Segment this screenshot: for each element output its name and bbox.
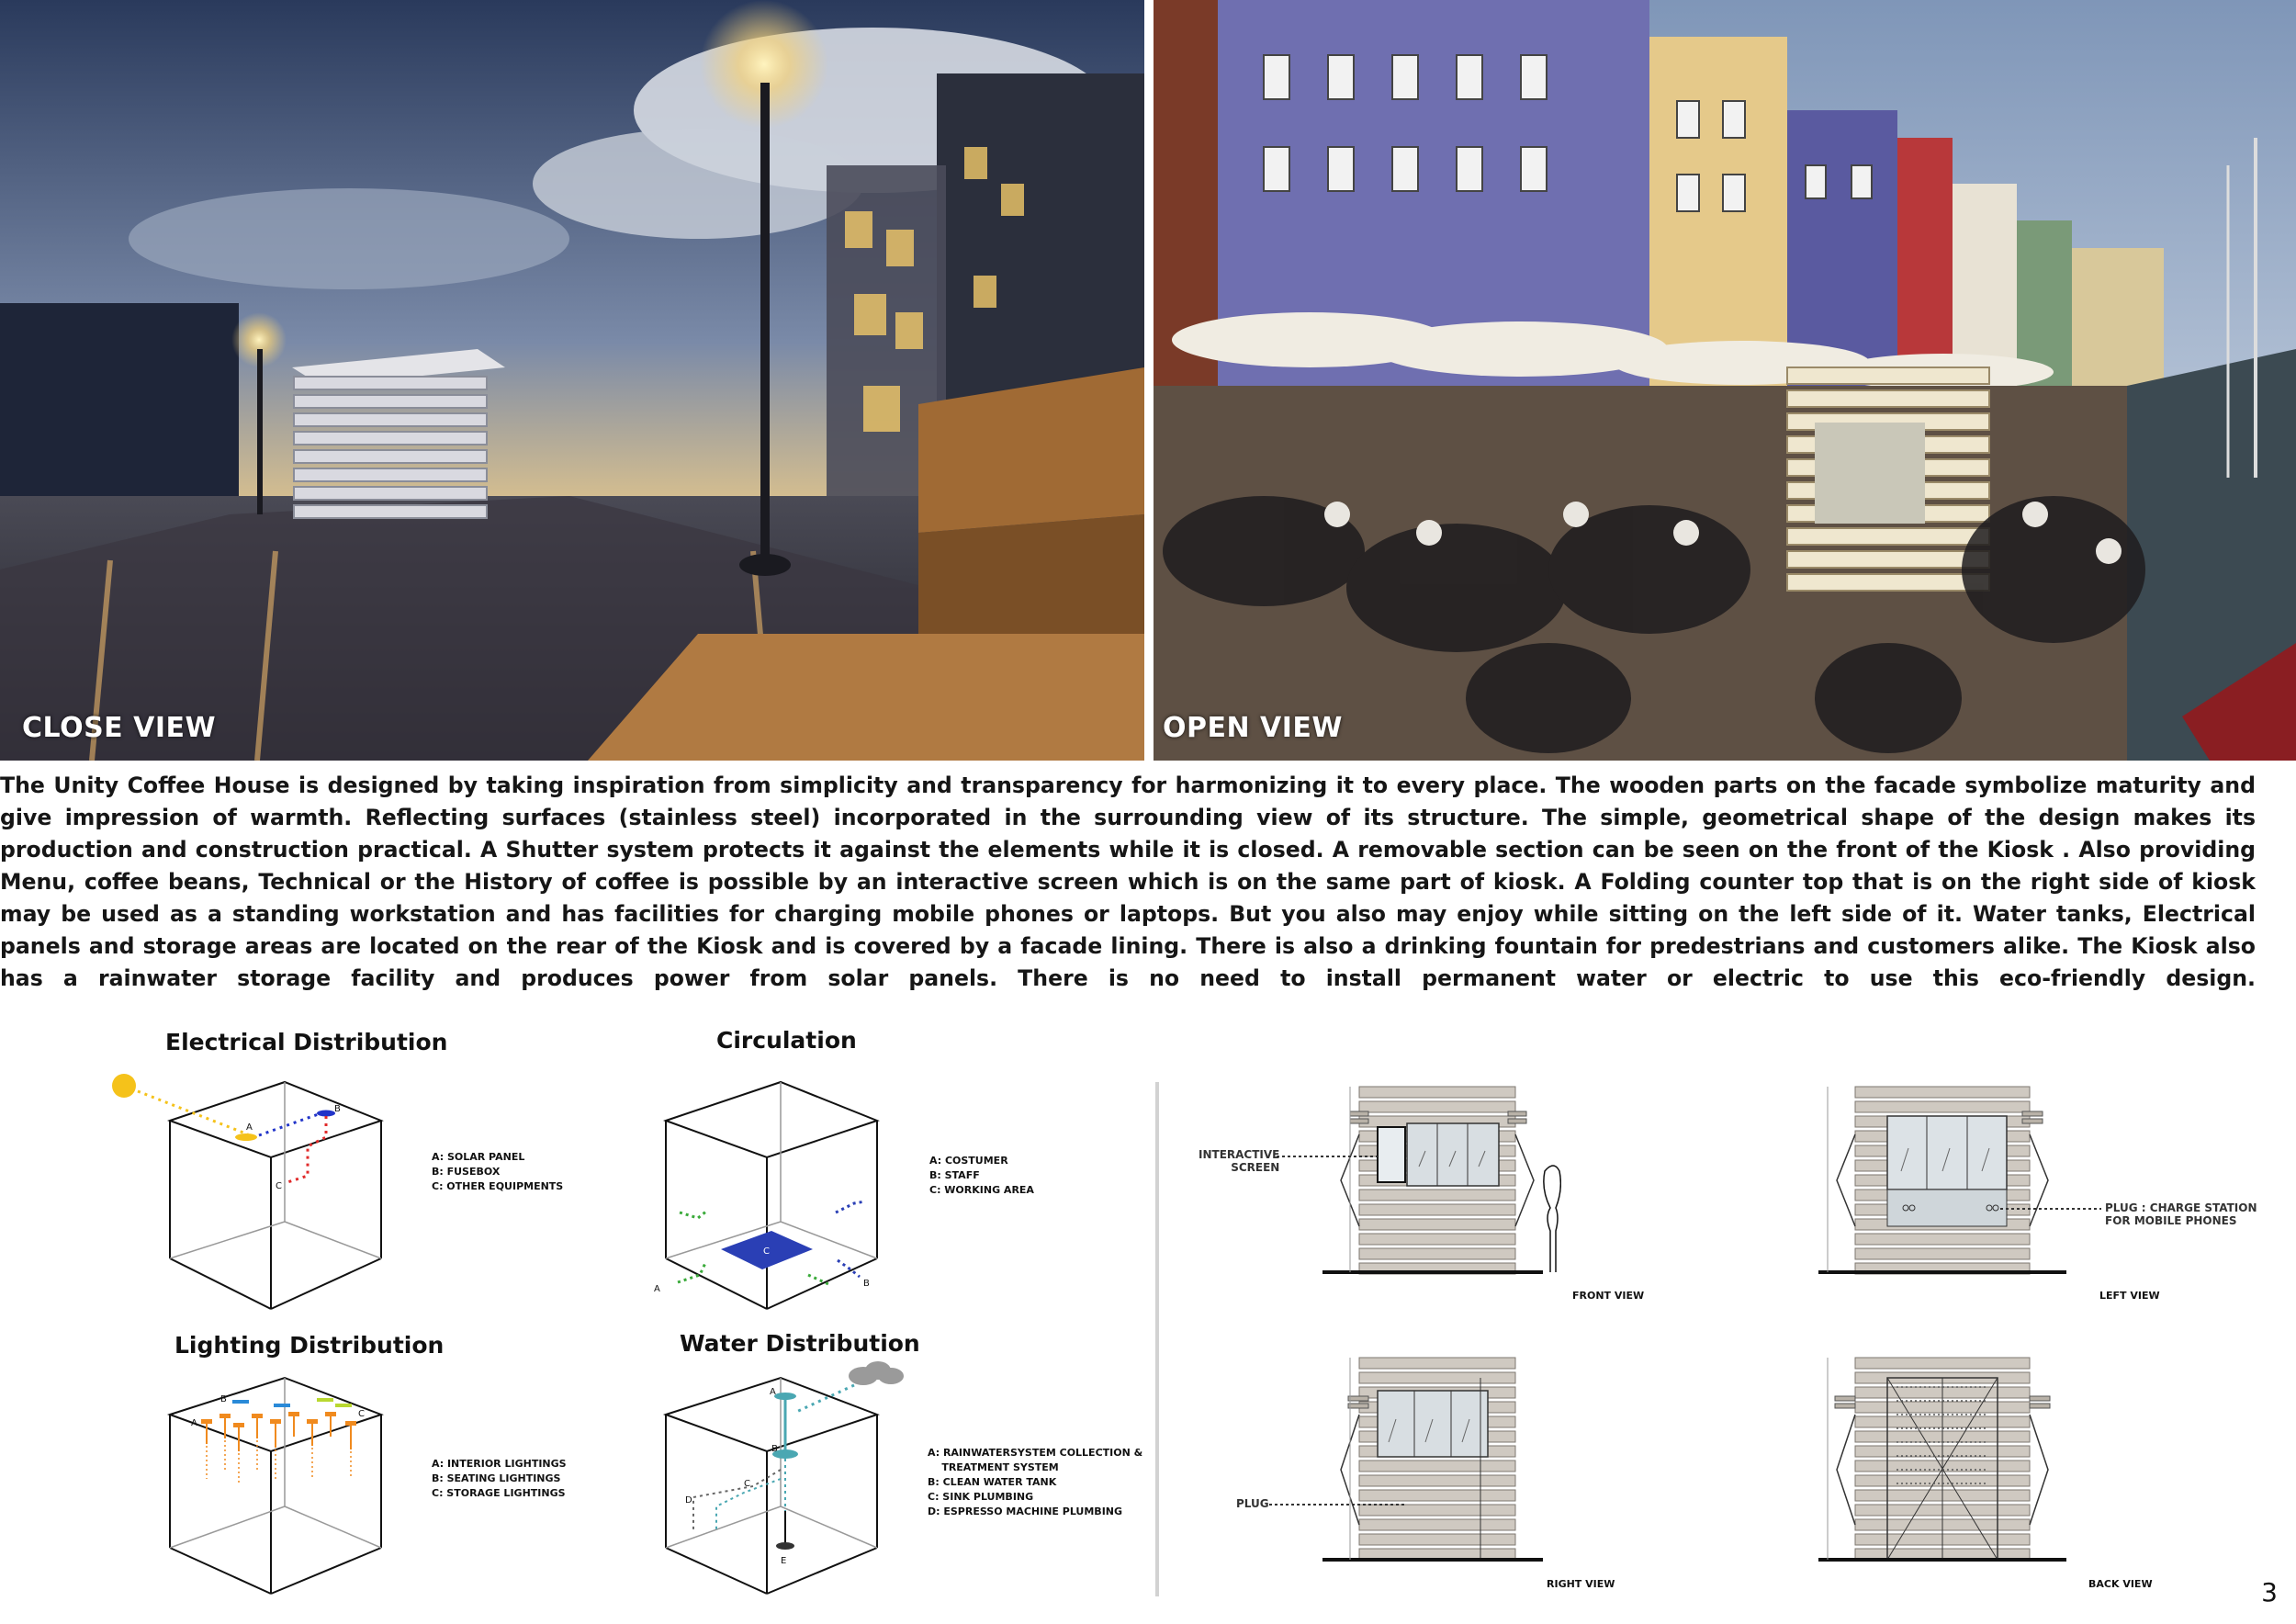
sun-icon <box>112 1074 136 1098</box>
circulation-title: Circulation <box>716 1027 857 1054</box>
close-view-illustration <box>0 0 1144 761</box>
legend-item: A: RAINWATERSYSTEM COLLECTION & <box>928 1447 1143 1459</box>
legend-item: D: ESPRESSO MACHINE PLUMBING <box>928 1506 1123 1517</box>
water-distribution-diagram <box>634 1359 946 1598</box>
electrical-distribution-diagram <box>101 1066 413 1323</box>
lighting-distribution-title: Lighting Distribution <box>174 1332 445 1359</box>
lighting-point-c: C <box>358 1409 365 1419</box>
legend-item: C: OTHER EQUIPMENTS <box>432 1180 564 1192</box>
project-description: The Unity Coffee House is designed by taking inspiration from simplicity and transparency for harmonizing it to every place. The wooden parts on the facade symbolize maturity and give impression of warmth. Reflecting surfaces (stainless steel) incorporated in the surrounding view of its structure. The simple, geometrical shape of the design makes its production and construction practical. A Shutter system protects it against the elements while it is closed. A removable section can be seen on the front of the Kiosk . Also providing Menu, coffee beans, Technical or the History of coffee is possible by an interactive screen which is on the same part of kiosk. A Folding counter top that is on the right side of kiosk may be used as a standing workstation and has facilities for charging mobile phones or laptops. But you also may enjoy while sitting on the left side of it. Water tanks, Electrical panels and storage areas are located on the rear of the Kiosk and is covered by a facade lining. There is also a drinking fountain for predestrians and customers alike. The Kiosk also has a rainwater storage facility and produces power from solar panels. There is no need to install permanent water or electric to use this eco-friendly design. <box>0 773 2256 991</box>
lighting-point-b: B <box>220 1394 227 1404</box>
legend-item: B: CLEAN WATER TANK <box>928 1476 1057 1488</box>
circulation-point-a: A <box>654 1284 660 1294</box>
legend-item: A: INTERIOR LIGHTINGS <box>432 1458 567 1470</box>
water-point-b: B <box>771 1444 778 1454</box>
legend-item: B: SEATING LIGHTINGS <box>432 1472 561 1484</box>
interactive-screen-panel <box>1378 1127 1405 1182</box>
back-view-elevation <box>1809 1350 2112 1580</box>
plug-callout: PLUG <box>1236 1497 1269 1510</box>
legend-item: A: SOLAR PANEL <box>432 1151 525 1163</box>
lighting-distribution-diagram <box>138 1369 450 1598</box>
right-view-elevation <box>1267 1350 1561 1580</box>
legend-item: TREATMENT SYSTEM <box>928 1461 1059 1473</box>
water-point-e: E <box>781 1556 787 1566</box>
electrical-point-a: A <box>246 1122 253 1133</box>
right-view-caption: RIGHT VIEW <box>1547 1578 1615 1590</box>
plug-charge-callout: PLUG : CHARGE STATION FOR MOBILE PHONES <box>2105 1201 2257 1227</box>
legend-item: B: STAFF <box>929 1169 980 1181</box>
legend-item: C: WORKING AREA <box>929 1184 1034 1196</box>
close-view-label: CLOSE VIEW <box>22 712 217 744</box>
cloud-icon <box>849 1361 904 1385</box>
circulation-point-c: C <box>763 1246 770 1257</box>
close-view-photo <box>0 0 1144 761</box>
circulation-legend <box>929 1154 1034 1198</box>
section-divider <box>1155 1082 1159 1596</box>
lighting-legend <box>432 1457 567 1501</box>
circulation-point-b: B <box>863 1279 870 1289</box>
legend-item: B: FUSEBOX <box>432 1166 501 1178</box>
legend-item: C: STORAGE LIGHTINGS <box>432 1487 566 1499</box>
left-view-caption: LEFT VIEW <box>2099 1290 2160 1302</box>
lighting-point-a: A <box>191 1418 197 1428</box>
water-distribution-title: Water Distribution <box>680 1330 920 1357</box>
open-view-photo <box>1154 0 2296 761</box>
water-point-a: A <box>770 1387 776 1397</box>
circulation-diagram <box>634 1066 946 1323</box>
plug-charge-leader <box>2000 1206 2101 1212</box>
open-view-illustration <box>1154 0 2296 761</box>
interactive-screen-leader <box>1277 1154 1378 1159</box>
left-view-elevation <box>1809 1079 2112 1304</box>
legend-item: C: SINK PLUMBING <box>928 1491 1034 1503</box>
electrical-point-c: C <box>276 1181 282 1191</box>
water-point-d: D <box>685 1495 692 1506</box>
back-view-caption: BACK VIEW <box>2088 1578 2153 1590</box>
interactive-screen-callout: INTERACTIVE SCREEN <box>1199 1148 1280 1174</box>
legend-item: A: COSTUMER <box>929 1155 1008 1167</box>
water-legend <box>928 1446 1142 1519</box>
plug-leader <box>1269 1502 1407 1507</box>
water-point-c: C <box>744 1479 750 1489</box>
front-view-elevation <box>1267 1079 1561 1304</box>
page-number: 3 <box>2261 1577 2278 1607</box>
electrical-distribution-title: Electrical Distribution <box>165 1029 448 1055</box>
electrical-point-b: B <box>334 1104 341 1114</box>
electrical-legend <box>432 1150 563 1194</box>
front-view-caption: FRONT VIEW <box>1572 1290 1645 1302</box>
open-view-label: OPEN VIEW <box>1163 712 1343 744</box>
